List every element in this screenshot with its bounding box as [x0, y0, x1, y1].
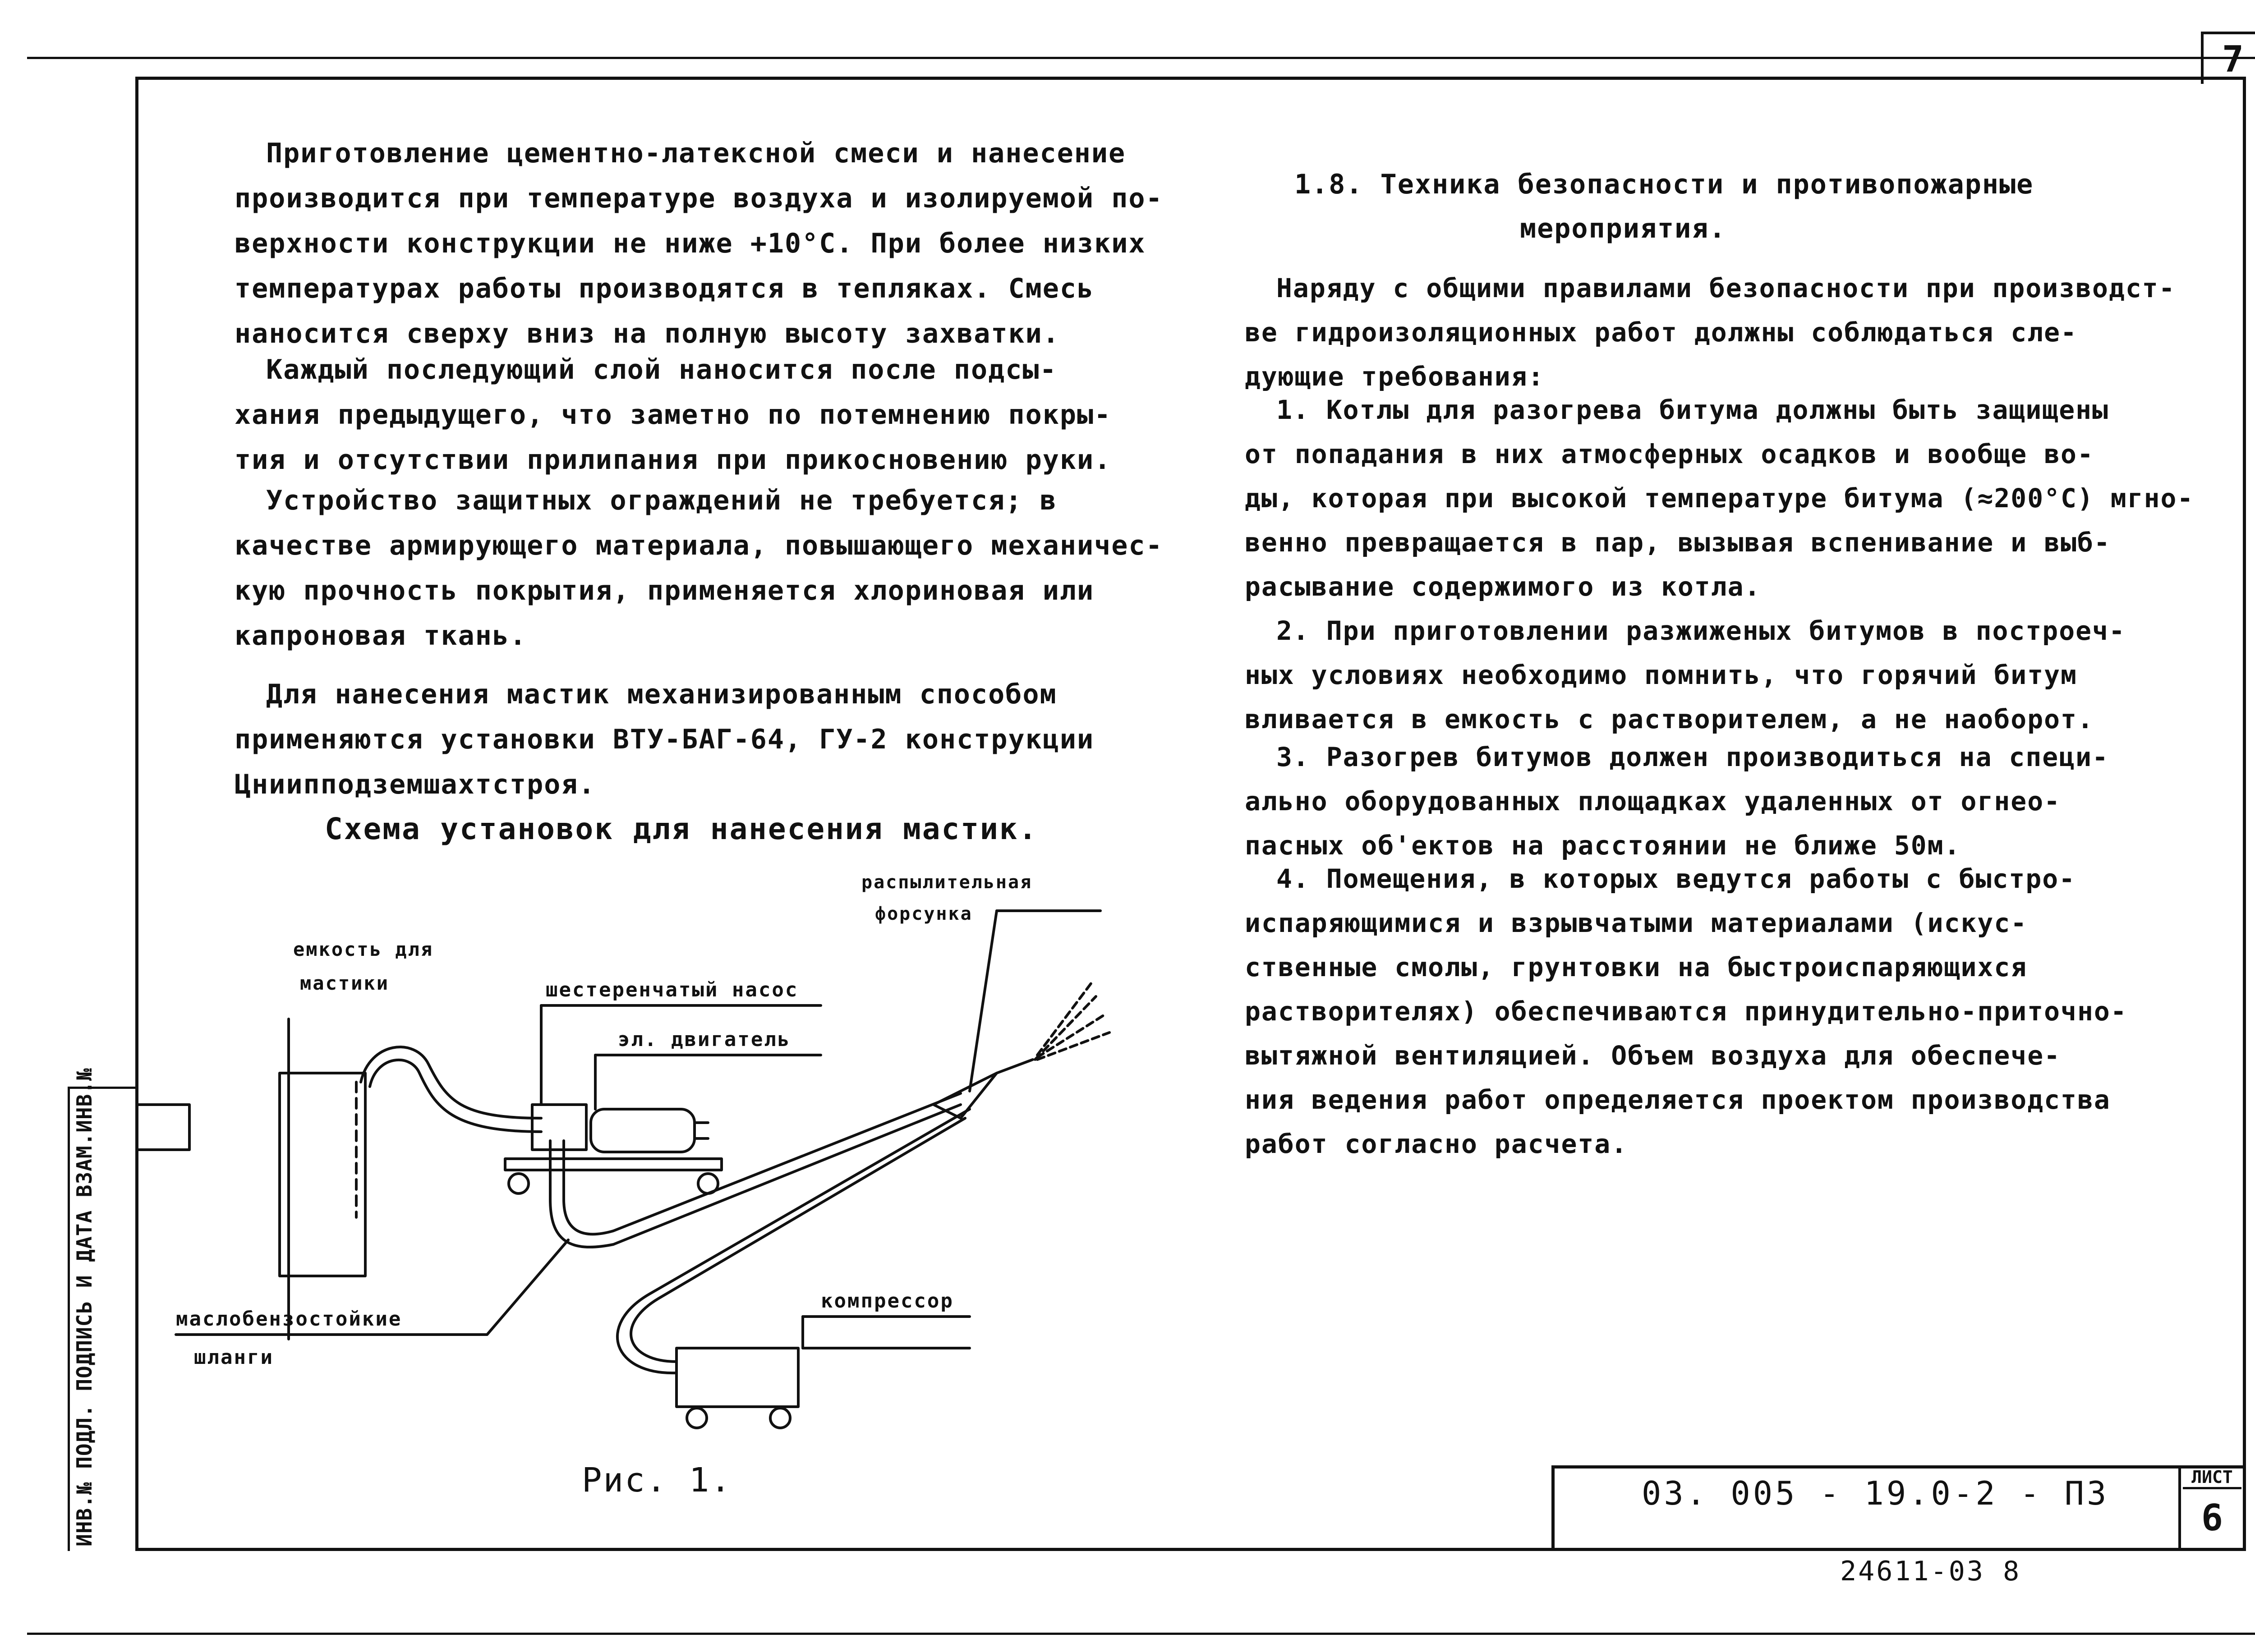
text-line: тия и отсутствии прилипания при прикосновению руки.: [235, 444, 1112, 476]
sheet-label: ЛИСТ: [2183, 1467, 2241, 1489]
hose-nozzle-compressor: [631, 1118, 965, 1362]
right-item-2: [1245, 609, 2183, 741]
text-line: расывание содержимого из котла.: [1245, 571, 1761, 602]
text-line: ния ведения работ определяется проектом производства: [1245, 1084, 2111, 1115]
right-item-4: [1245, 857, 2183, 1166]
text-line: растворителях) обеспечиваются принудительно-приточно-: [1245, 996, 2127, 1027]
text-line: 1. Котлы для разогрева битума должны быть защищены: [1276, 395, 2109, 425]
text-line: 1.8. Техника безопасности и противопожарные: [1294, 169, 2034, 200]
figure-caption: Рис. 1.: [582, 1461, 732, 1500]
text-line: дующие требования:: [1245, 361, 1545, 392]
document-code: 03. 005 - 19.0-2 - ПЗ: [1642, 1474, 2109, 1512]
gear-pump: [135, 1105, 189, 1150]
text-line: Каждый последующий слой наносится после подсы-: [266, 354, 1057, 385]
text-line: производится при температуре воздуха и изолируемой по-: [235, 183, 1163, 214]
text-line: венно превращается в пар, вызывая вспенивание и выб-: [1245, 527, 2111, 558]
text-line: Для нанесения мастик механизированным способом: [266, 679, 1057, 710]
label-hoses-1: маслобензостойкие: [176, 1308, 402, 1331]
pump-cart: [505, 1159, 722, 1170]
text-line: ды, которая при высокой температуре битума (≈200°С) мгно-: [1245, 483, 2194, 514]
text-line: Приготовление цементно-латексной смеси и нанесение: [266, 138, 1126, 169]
left-para-1: [235, 131, 1182, 356]
label-compressor: компрессор: [821, 1289, 954, 1312]
text-line: хания предыдущего, что заметно по потемнению покры-: [235, 399, 1112, 431]
right-item-1: [1245, 388, 2194, 609]
text-line: вытяжной вентиляцией. Объем воздуха для обеспече-: [1245, 1040, 2061, 1071]
compressor: [676, 1348, 798, 1407]
hose-pump-nozzle: [564, 1093, 961, 1234]
text-line: качестве армирующего материала, повышающего механичес-: [235, 530, 1163, 561]
text-line: температурах работы производятся в тепляках. Смесь: [235, 273, 1095, 304]
installation-scheme: [135, 848, 1218, 1479]
electric-motor: [591, 1109, 695, 1152]
text-line: 4. Помещения, в которых ведутся работы с быстро-: [1276, 863, 2076, 894]
text-line: 3. Разогрев битумов должен производиться на специ-: [1276, 742, 2109, 772]
label-nozzle-2: форсунка: [875, 904, 973, 924]
text-line: Устройство защитных ограждений не требуется; в: [266, 485, 1057, 516]
text-line: применяются установки ВТУ-БАГ-64, ГУ-2 конструкции: [235, 724, 1095, 755]
text-line: пасных об'ектов на расстоянии не ближе 50м.: [1245, 830, 1961, 861]
hose-tank-pump: [370, 1060, 541, 1132]
right-intro: [1245, 266, 2183, 399]
text-line: вливается в емкость с растворителем, а не наоборот.: [1245, 704, 2094, 734]
hose-nozzle-compressor: [617, 1109, 970, 1373]
label-hoses-2: шланги: [194, 1346, 274, 1369]
label-motor: эл. двигатель: [618, 1028, 791, 1051]
mastic-tank: [280, 1073, 365, 1276]
left-para-3: [235, 478, 1182, 658]
text-line: наносится сверху вниз на полную высоту захватки.: [235, 318, 1060, 349]
text-line: работ согласно расчета.: [1245, 1129, 1628, 1159]
text-line: верхности конструкции не ниже +10°С. При более низких: [235, 228, 1146, 259]
text-line: Цниипподземшахтстроя.: [235, 769, 596, 800]
page-corner-number: 7: [2201, 32, 2255, 84]
text-line: мероприятия.: [1520, 213, 1726, 244]
gear-pump: [532, 1105, 586, 1150]
section-title: [1294, 162, 2151, 251]
left-para-4: [235, 672, 1182, 807]
text-line: кую прочность покрытия, применяется хлориновая или: [235, 575, 1095, 606]
text-line: 2. При приготовлении разжиженых битумов в построеч-: [1276, 615, 2126, 646]
scheme-title: Схема установок для нанесения мастик.: [325, 812, 1038, 846]
side-strip-text: ИНВ.№ ПОДЛ. ПОДПИСЬ И ДАТА ВЗАМ.ИНВ.№: [72, 1068, 97, 1546]
left-para-2: [235, 347, 1182, 482]
hose-tank-pump: [361, 1047, 541, 1118]
text-line: испаряющимися и взрывчатыми материалами (искус-: [1245, 908, 2028, 938]
text-line: от попадания в них атмосферных осадков и вообще во-: [1245, 439, 2094, 469]
text-line: Наряду с общими правилами безопасности при производст-: [1276, 273, 2176, 303]
right-item-3: [1245, 735, 2183, 867]
sheet-number: 6: [2201, 1497, 2223, 1539]
text-line: ственные смолы, грунтовки на быстроиспаряющихся: [1245, 952, 2028, 982]
label-pump: шестеренчатый насос: [546, 978, 799, 1001]
label-nozzle-1: распылительная: [861, 872, 1033, 893]
archive-number: 24611-03 8: [1840, 1556, 2021, 1587]
text-line: ве гидроизоляционных работ должны соблюдаться сле-: [1245, 317, 2077, 348]
text-line: капроновая ткань.: [235, 620, 527, 652]
label-tank-2: мастики: [300, 972, 390, 994]
text-line: ально оборудованных площадках удаленных от огнео-: [1245, 786, 2061, 817]
text-line: ных условиях необходимо помнить, что горячий битум: [1245, 660, 2077, 690]
label-tank-1: емкость для: [293, 938, 434, 960]
